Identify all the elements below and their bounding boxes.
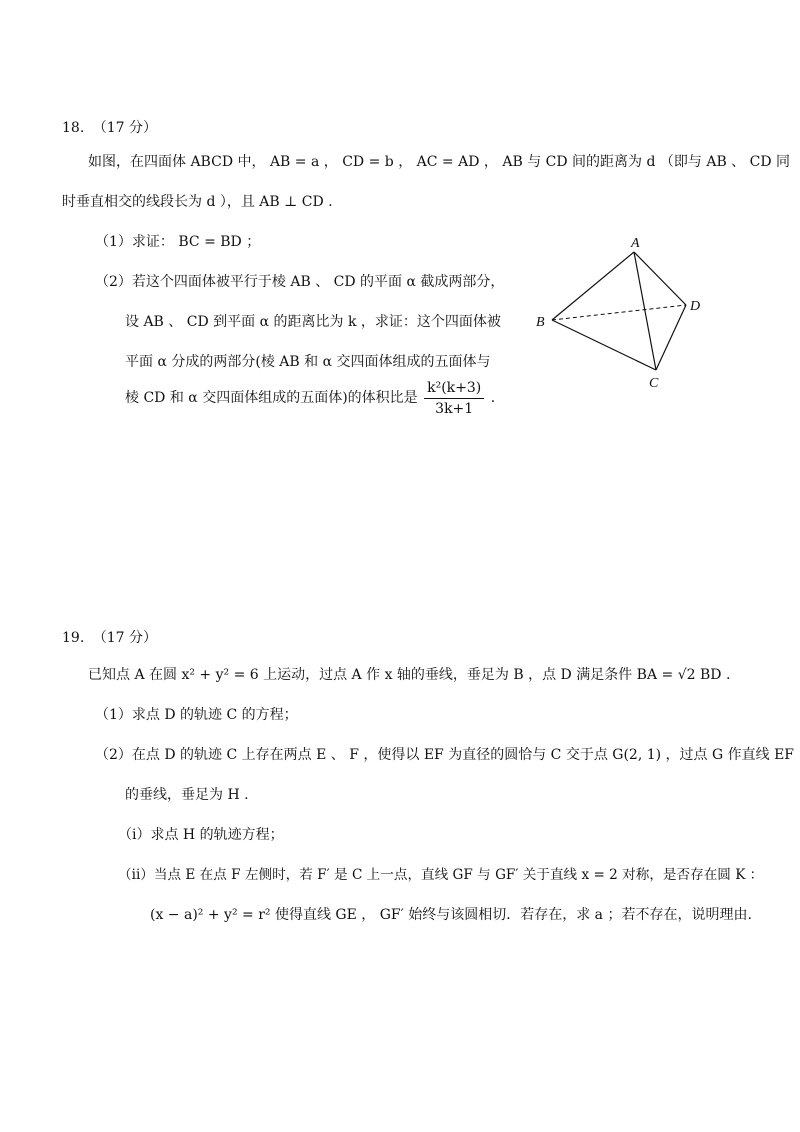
q19-sub-ii-line-1: （ii）当点 E 在点 F 左侧时，若 F′ 是 C 上一点，直线 GF 与 GF′ 关于直线 x = 2 对称，是否存在圆 K ： — [118, 867, 764, 883]
q18-part-2-line-2: 设 AB 、 CD 到平面 α 的距离比为 k ，求证：这个四面体被 — [125, 314, 501, 330]
vertex-label-c: C — [649, 376, 659, 391]
edge-bc — [552, 320, 656, 370]
edge-ab — [552, 252, 634, 320]
q19-part-1: （1）求点 D 的轨迹 C 的方程； — [95, 707, 298, 723]
volume-ratio-denominator: 3k+1 — [435, 400, 474, 417]
q18-score: （17 分） — [92, 120, 157, 136]
vertex-label-b: B — [536, 315, 545, 330]
q18-part-2-line-4-text: 棱 CD 和 α 交四面体组成的五面体)的体积比是 — [125, 390, 418, 406]
q18-number: 18. — [62, 120, 85, 136]
q18-part-2-line-3: 平面 α 分成的两部分(棱 AB 和 α 交四面体组成的五面体与 — [125, 354, 491, 370]
edge-cd — [656, 305, 686, 370]
q18-part-1: （1）求证： BC = BD ； — [95, 234, 261, 250]
q18-stem-2: 时垂直相交的线段长为 d ），且 AB ⊥ CD . — [62, 194, 333, 210]
q18-part-2-line-4 — [125, 378, 495, 418]
q18-stem-1: 如图，在四面体 ABCD 中， AB = a ， CD = b ， AC = AD ， AB 与 CD 间的距离为 d （即与 AB 、 CD 同 — [88, 154, 791, 170]
vertex-label-d: D — [690, 299, 701, 314]
edge-ac — [634, 252, 656, 370]
q19-number: 19. — [62, 630, 85, 646]
q19-sub-ii-line-2: (x − a)² + y² = r² 使得直线 GE ， GF′ 始终与该圆相切．若存在，求 a ；若不存在，说明理由. — [150, 907, 752, 923]
volume-ratio-fraction — [424, 379, 484, 418]
q19-header — [62, 628, 157, 648]
q19-part-2-line-2: 的垂线，垂足为 H . — [125, 787, 249, 803]
q19-stem: 已知点 A 在圆 x² + y² = 6 上运动，过点 A 作 x 轴的垂线，垂足为 B ，点 D 满足条件 BA = √2 BD . — [88, 667, 731, 683]
q19-sub-i: （i）求点 H 的轨迹方程； — [118, 827, 284, 843]
q19-score: （17 分） — [92, 630, 157, 646]
q18-header — [62, 118, 157, 138]
period: . — [490, 390, 496, 406]
vertex-label-a: A — [631, 236, 640, 251]
q19-part-2-line-1: （2）在点 D 的轨迹 C 上存在两点 E 、 F ，使得以 EF 为直径的圆恰与 C 交于点 G(2, 1) ，过点 G 作直线 EF — [95, 747, 795, 763]
edge-bd-hidden — [552, 305, 686, 320]
tetrahedron-figure — [530, 230, 710, 400]
volume-ratio-numerator: k²(k+3) — [424, 379, 484, 399]
q18-part-2-line-1: （2）若这个四面体被平行于棱 AB 、 CD 的平面 α 截成两部分， — [95, 274, 505, 290]
